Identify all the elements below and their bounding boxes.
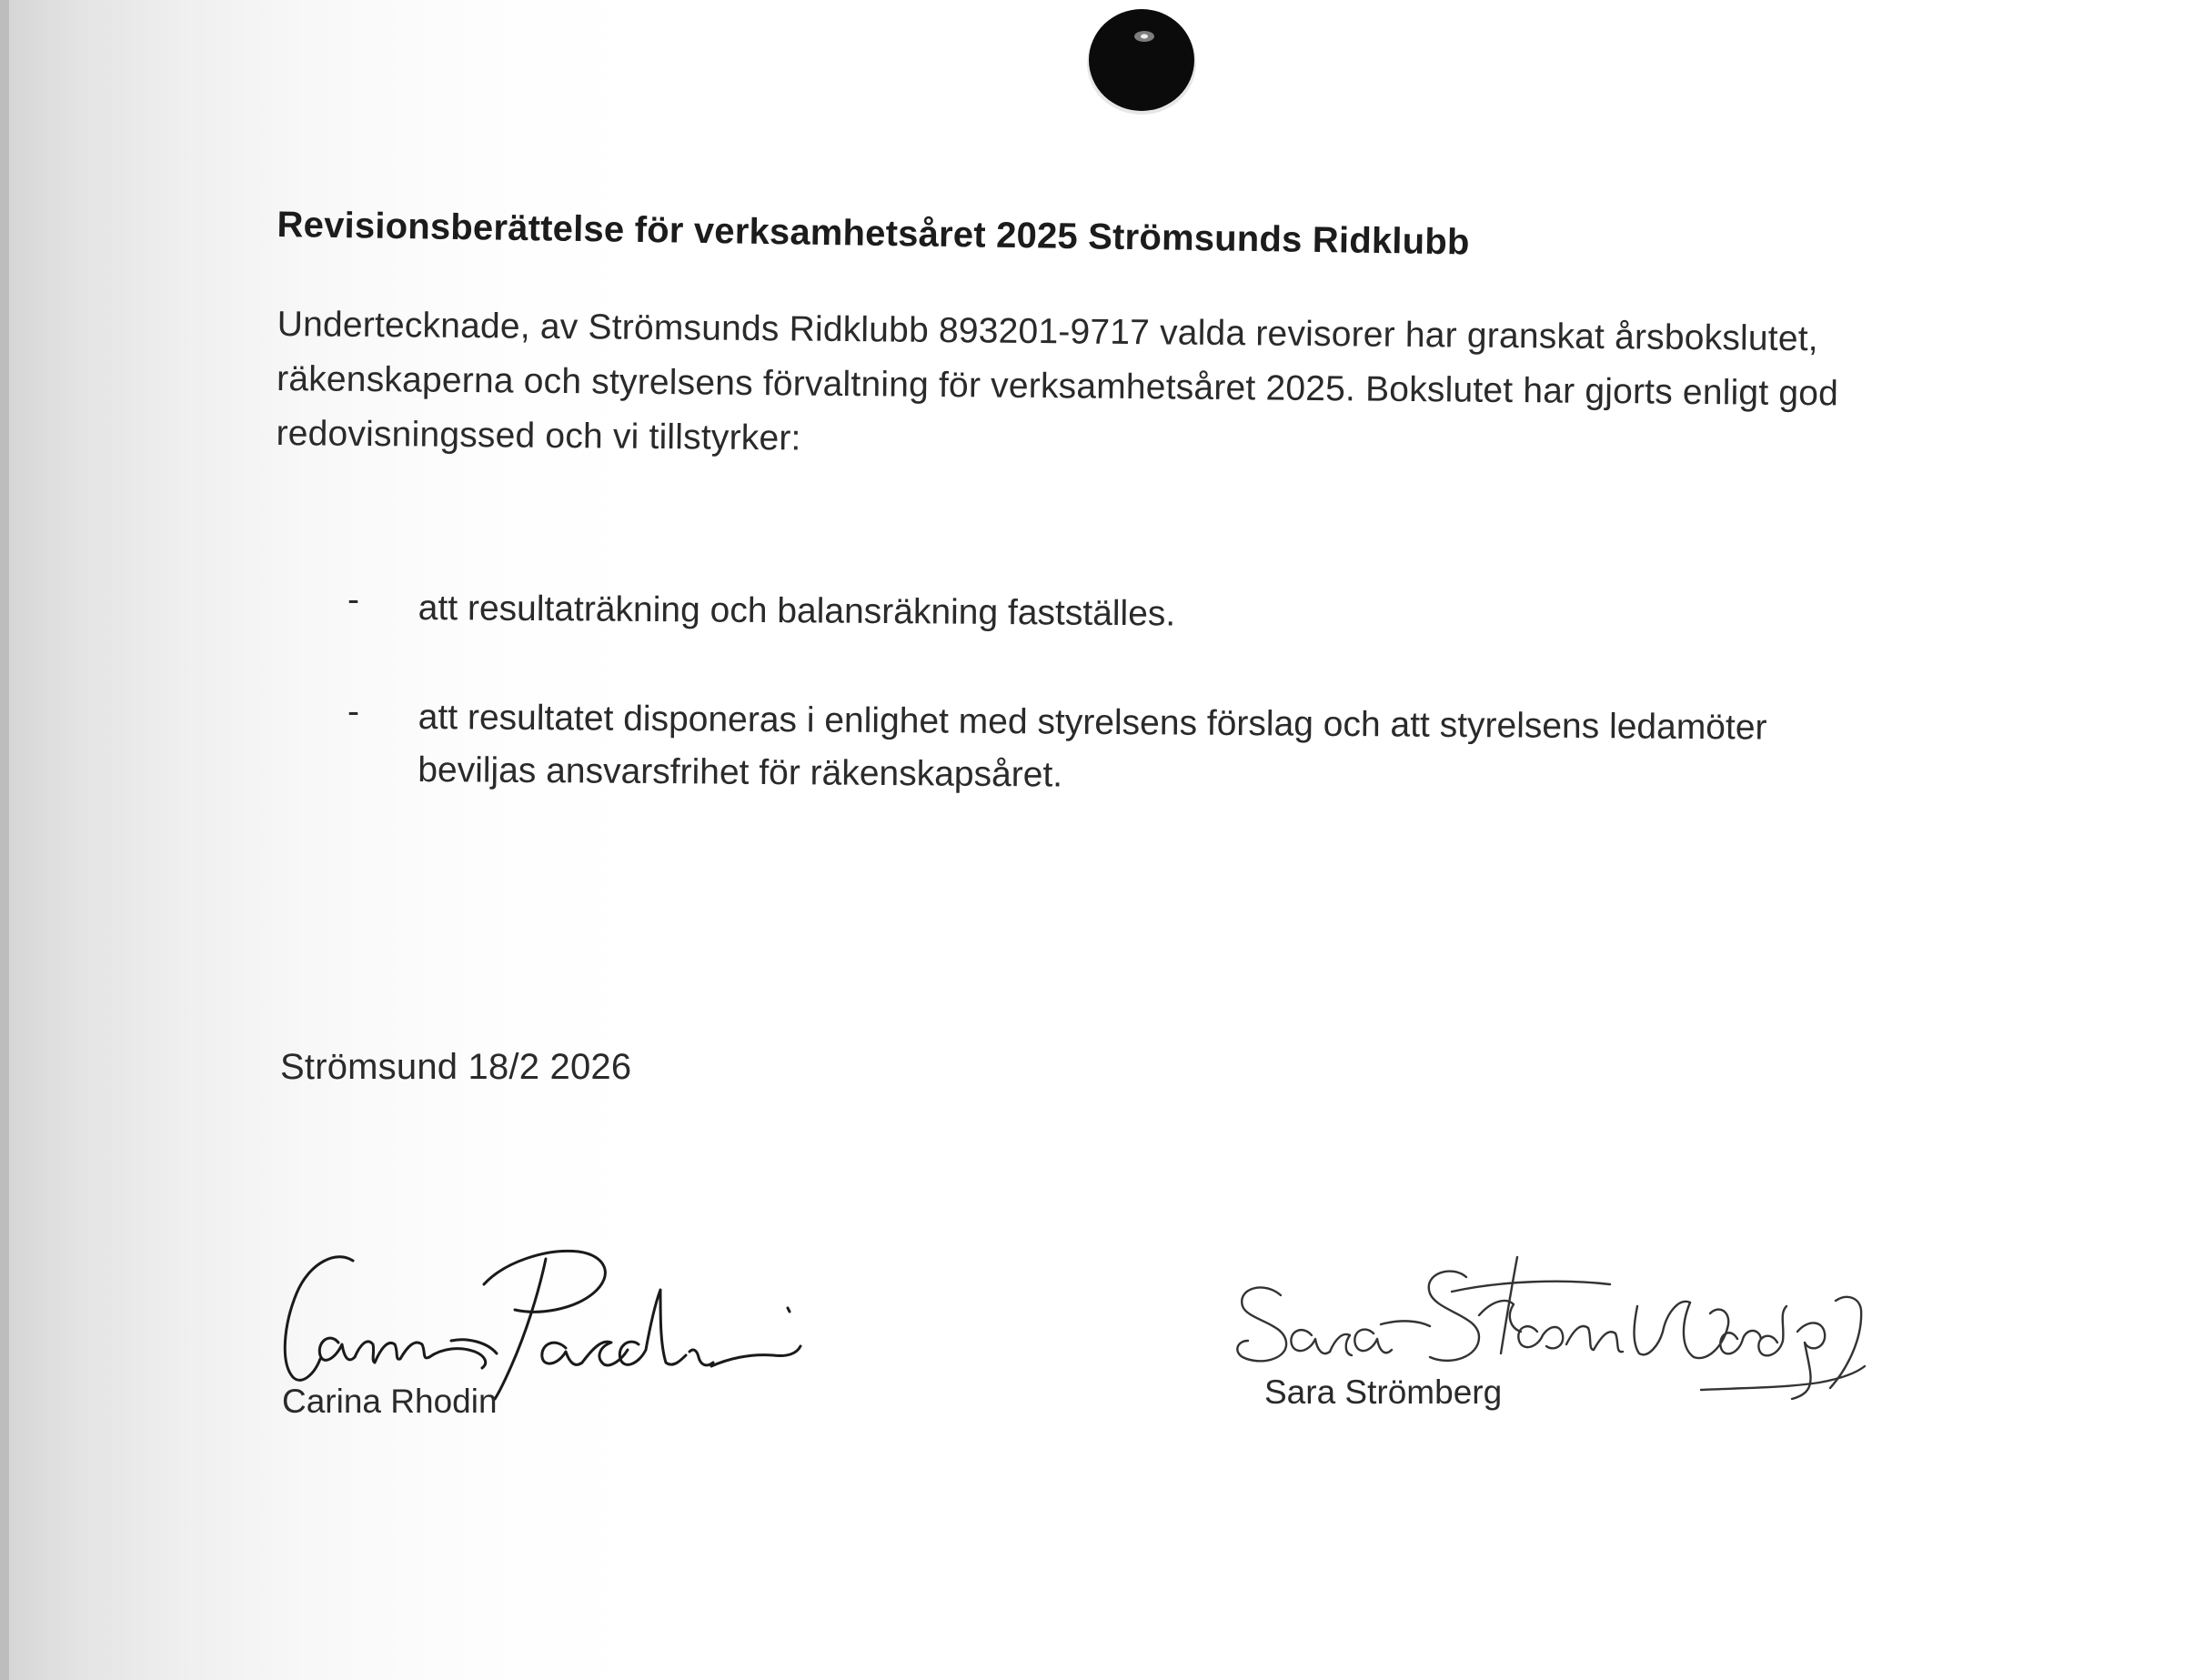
signatory-name: Carina Rhodin [282,1383,498,1420]
bullet-item [418,582,1176,641]
signatory-name: Sara Strömberg [1264,1373,1503,1411]
bullet-item [418,691,1767,808]
paragraph-line: Undertecknade, av Strömsunds Ridklubb 893201-9717 valda revisorer har granskat årsbokslutet, [277,304,1819,359]
hole-punch-icon [1084,5,1199,115]
intro-paragraph [276,297,1839,476]
paragraph-line: räkenskaperna och styrelsens förvaltning för verksamhetsåret 2025. Bokslutet har gjorts enligt god [276,358,1839,414]
bullet-marker: - [347,692,359,731]
bullet-marker: - [347,580,359,619]
bullet-line: att resultatet disponeras i enlighet med styrelsens förslag och att styrelsens ledamöter [418,697,1767,748]
bullet-line: beviljas ansvarsfrihet för räkenskapsåret. [418,749,1063,795]
paragraph-line: redovisningssed och vi tillstyrker: [276,413,801,458]
place-date: Strömsund 18/2 2026 [280,1047,632,1087]
bullet-line: att resultaträkning och balansräkning fastställes. [418,588,1176,634]
signature-carina-rhodin [273,1237,828,1401]
document-title: Revisionsberättelse för verksamhetsåret 2025 Strömsunds Ridklubb [277,204,1470,263]
page-edge-shadow [0,0,9,1680]
